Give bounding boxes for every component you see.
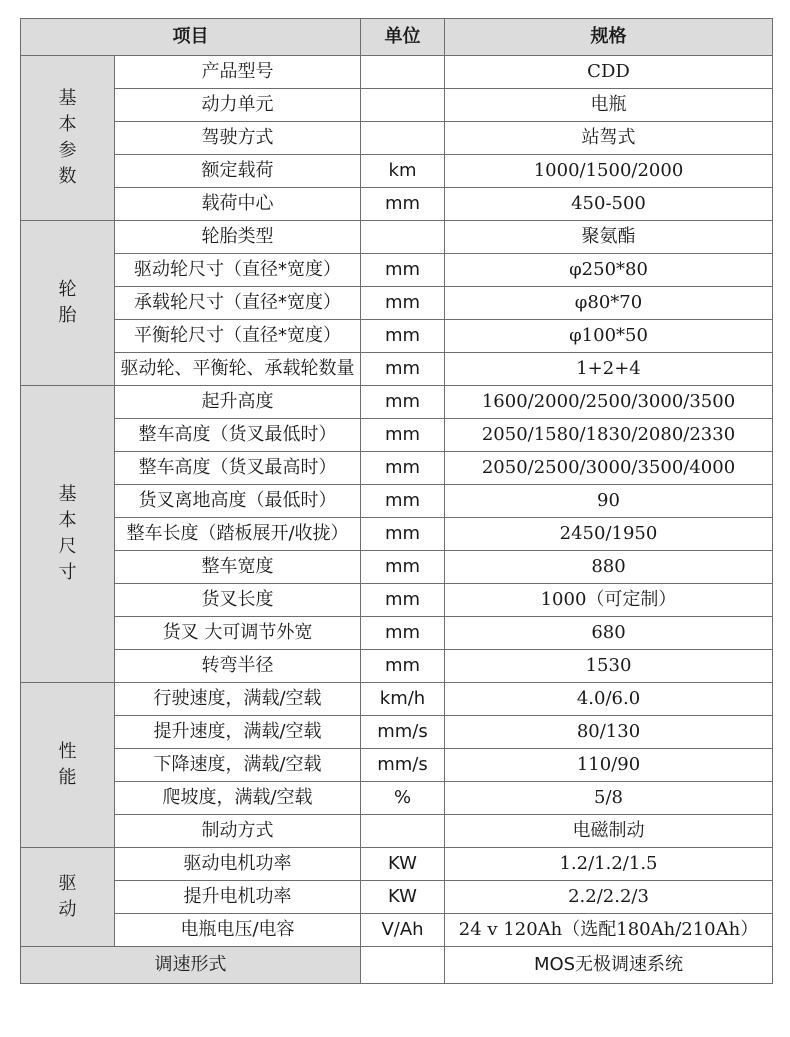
spec-cell: φ80*70 bbox=[445, 287, 773, 320]
group-label bbox=[21, 56, 115, 221]
group-label bbox=[21, 221, 115, 386]
table-row bbox=[21, 452, 773, 485]
unit-cell: mm bbox=[361, 452, 445, 485]
spec-cell: 1000（可定制） bbox=[445, 584, 773, 617]
item-cell: 提升电机功率 bbox=[115, 881, 361, 914]
item-cell: 额定载荷 bbox=[115, 155, 361, 188]
item-cell: 整车高度（货叉最低时） bbox=[115, 419, 361, 452]
group-label-text: 性能 bbox=[58, 741, 77, 788]
unit-cell: km/h bbox=[361, 683, 445, 716]
spec-cell: 1600/2000/2500/3000/3500 bbox=[445, 386, 773, 419]
item-cell: 起升高度 bbox=[115, 386, 361, 419]
spec-cell: 5/8 bbox=[445, 782, 773, 815]
table-row bbox=[21, 386, 773, 419]
unit-cell: mm bbox=[361, 551, 445, 584]
unit-cell: mm bbox=[361, 617, 445, 650]
spec-cell: 450-500 bbox=[445, 188, 773, 221]
spec-cell: φ100*50 bbox=[445, 320, 773, 353]
spec-cell: 2050/2500/3000/3500/4000 bbox=[445, 452, 773, 485]
table-row bbox=[21, 419, 773, 452]
table-row bbox=[21, 122, 773, 155]
unit-cell: mm bbox=[361, 287, 445, 320]
item-cell: 整车宽度 bbox=[115, 551, 361, 584]
unit-cell bbox=[361, 56, 445, 89]
spec-cell: 24 v 120Ah（选配180Ah/210Ah） bbox=[445, 914, 773, 947]
unit-cell: mm bbox=[361, 320, 445, 353]
table-row bbox=[21, 683, 773, 716]
spec-cell: 聚氨酯 bbox=[445, 221, 773, 254]
item-cell: 驱动电机功率 bbox=[115, 848, 361, 881]
table-row bbox=[21, 353, 773, 386]
unit-cell bbox=[361, 815, 445, 848]
spec-cell: 110/90 bbox=[445, 749, 773, 782]
spec-cell: 电磁制动 bbox=[445, 815, 773, 848]
unit-cell bbox=[361, 89, 445, 122]
item-cell: 提升速度，满载/空载 bbox=[115, 716, 361, 749]
header-unit: 单位 bbox=[361, 19, 445, 56]
table-row bbox=[21, 221, 773, 254]
spec-cell: φ250*80 bbox=[445, 254, 773, 287]
item-cell: 转弯半径 bbox=[115, 650, 361, 683]
spec-table bbox=[20, 18, 773, 984]
table-row bbox=[21, 320, 773, 353]
spec-cell: CDD bbox=[445, 56, 773, 89]
spec-cell: 电瓶 bbox=[445, 89, 773, 122]
table-row bbox=[21, 551, 773, 584]
spec-cell: 4.0/6.0 bbox=[445, 683, 773, 716]
table-row bbox=[21, 716, 773, 749]
item-cell: 货叉 大可调节外宽 bbox=[115, 617, 361, 650]
item-cell: 轮胎类型 bbox=[115, 221, 361, 254]
item-cell: 承载轮尺寸（直径*宽度） bbox=[115, 287, 361, 320]
spec-body bbox=[21, 56, 773, 984]
group-label-text: 驱动 bbox=[58, 873, 77, 920]
item-cell: 整车长度（踏板展开/收拢） bbox=[115, 518, 361, 551]
table-row bbox=[21, 749, 773, 782]
table-row bbox=[21, 287, 773, 320]
item-cell: 货叉长度 bbox=[115, 584, 361, 617]
unit-cell: % bbox=[361, 782, 445, 815]
item-cell: 整车高度（货叉最高时） bbox=[115, 452, 361, 485]
spec-cell: 1.2/1.2/1.5 bbox=[445, 848, 773, 881]
unit-cell: mm/s bbox=[361, 716, 445, 749]
item-cell: 平衡轮尺寸（直径*宽度） bbox=[115, 320, 361, 353]
spec-cell: 680 bbox=[445, 617, 773, 650]
unit-cell: km bbox=[361, 155, 445, 188]
unit-cell: mm bbox=[361, 419, 445, 452]
table-row bbox=[21, 485, 773, 518]
footer-row bbox=[21, 947, 773, 984]
group-label bbox=[21, 386, 115, 683]
table-row bbox=[21, 650, 773, 683]
spec-cell: 1000/1500/2000 bbox=[445, 155, 773, 188]
group-label-text: 轮胎 bbox=[58, 279, 77, 326]
item-cell: 驱动轮尺寸（直径*宽度） bbox=[115, 254, 361, 287]
unit-cell: mm/s bbox=[361, 749, 445, 782]
item-cell: 制动方式 bbox=[115, 815, 361, 848]
item-cell: 驱动轮、平衡轮、承载轮数量 bbox=[115, 353, 361, 386]
table-row bbox=[21, 56, 773, 89]
group-label-text: 基本尺寸 bbox=[58, 484, 77, 583]
item-cell: 载荷中心 bbox=[115, 188, 361, 221]
unit-cell: mm bbox=[361, 518, 445, 551]
table-row bbox=[21, 782, 773, 815]
spec-cell: 站驾式 bbox=[445, 122, 773, 155]
item-cell: 爬坡度，满载/空载 bbox=[115, 782, 361, 815]
unit-cell: KW bbox=[361, 848, 445, 881]
unit-cell: mm bbox=[361, 650, 445, 683]
spec-cell: 2.2/2.2/3 bbox=[445, 881, 773, 914]
table-row bbox=[21, 89, 773, 122]
unit-cell bbox=[361, 221, 445, 254]
item-cell: 电瓶电压/电容 bbox=[115, 914, 361, 947]
item-cell: 行驶速度，满载/空载 bbox=[115, 683, 361, 716]
item-cell: 下降速度，满载/空载 bbox=[115, 749, 361, 782]
table-row bbox=[21, 815, 773, 848]
table-row bbox=[21, 188, 773, 221]
spec-cell: 1530 bbox=[445, 650, 773, 683]
unit-cell: mm bbox=[361, 584, 445, 617]
unit-cell: mm bbox=[361, 485, 445, 518]
item-cell: 驾驶方式 bbox=[115, 122, 361, 155]
group-label bbox=[21, 848, 115, 947]
table-row bbox=[21, 881, 773, 914]
table-row bbox=[21, 155, 773, 188]
spec-cell: 2050/1580/1830/2080/2330 bbox=[445, 419, 773, 452]
table-row bbox=[21, 914, 773, 947]
group-label-text: 基本参数 bbox=[58, 88, 77, 187]
header-item: 项目 bbox=[21, 19, 361, 56]
footer-label: 调速形式 bbox=[21, 947, 361, 984]
table-row bbox=[21, 584, 773, 617]
item-cell: 动力单元 bbox=[115, 89, 361, 122]
group-label bbox=[21, 683, 115, 848]
footer-unit bbox=[361, 947, 445, 984]
header-spec: 规格 bbox=[445, 19, 773, 56]
unit-cell: mm bbox=[361, 353, 445, 386]
table-row bbox=[21, 617, 773, 650]
item-cell: 货叉离地高度（最低时） bbox=[115, 485, 361, 518]
spec-cell: 90 bbox=[445, 485, 773, 518]
spec-cell: 880 bbox=[445, 551, 773, 584]
table-row bbox=[21, 254, 773, 287]
spec-cell: 2450/1950 bbox=[445, 518, 773, 551]
unit-cell: V/Ah bbox=[361, 914, 445, 947]
table-row bbox=[21, 848, 773, 881]
unit-cell: mm bbox=[361, 188, 445, 221]
unit-cell bbox=[361, 122, 445, 155]
unit-cell: mm bbox=[361, 254, 445, 287]
header-row bbox=[21, 19, 773, 56]
unit-cell: KW bbox=[361, 881, 445, 914]
table-row bbox=[21, 518, 773, 551]
unit-cell: mm bbox=[361, 386, 445, 419]
spec-cell: 80/130 bbox=[445, 716, 773, 749]
footer-spec: MOS无极调速系统 bbox=[445, 947, 773, 984]
item-cell: 产品型号 bbox=[115, 56, 361, 89]
spec-cell: 1+2+4 bbox=[445, 353, 773, 386]
